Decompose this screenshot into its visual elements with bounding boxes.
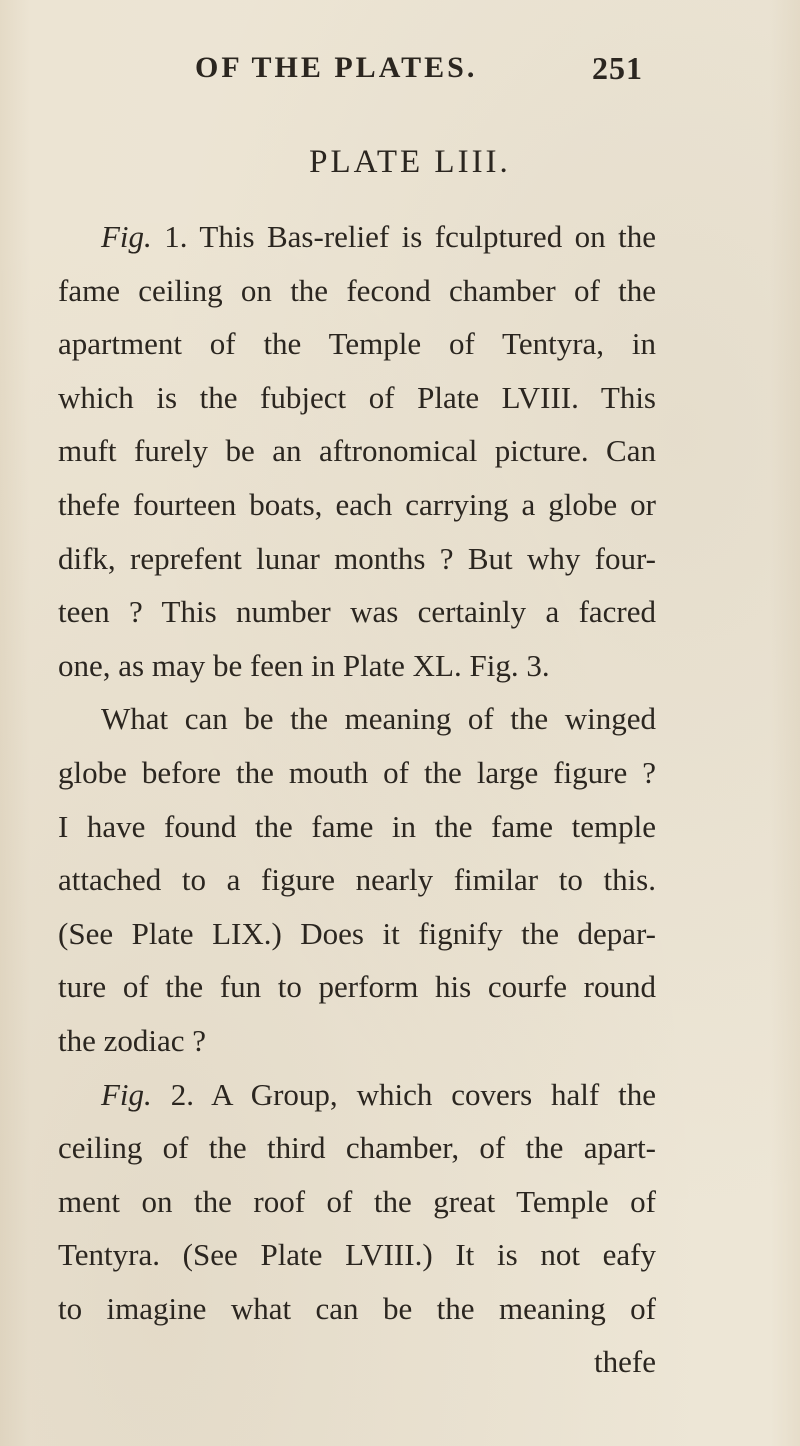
plate-title: PLATE LIII. xyxy=(309,144,511,180)
text-line: teen ? This number was certainly a facred xyxy=(58,594,656,630)
text-line: I have found the fame in the fame temple xyxy=(58,808,656,844)
text-line: difk, reprefent lunar months ? But why four- xyxy=(58,540,656,576)
text-line: to imagine what can be the meaning of xyxy=(58,1290,656,1326)
text-line: one, as may be feen in Plate XL. Fig. 3. xyxy=(58,647,550,683)
text-line: apartment of the Temple of Tentyra, in xyxy=(58,326,656,362)
text-line: Fig. 1. This Bas-relief is fculptured on the xyxy=(101,219,656,254)
text-line: fame ceiling on the fecond chamber of the xyxy=(58,272,656,308)
fig-label: Fig. xyxy=(101,219,152,254)
text-line: Tentyra. (See Plate LVIII.) It is not eafy xyxy=(58,1237,656,1273)
running-title: OF THE PLATES. xyxy=(195,51,478,84)
text-line: ceiling of the third chamber, of the apart- xyxy=(58,1130,656,1166)
text-line: ture of the fun to perform his courfe round xyxy=(58,969,656,1005)
catchword: thefe xyxy=(594,1344,656,1380)
text-line: Fig. 2. A Group, which covers half the xyxy=(101,1076,656,1112)
text-line: (See Plate LIX.) Does it fignify the depar- xyxy=(58,915,656,951)
text-line: thefe fourteen boats, each carrying a globe or xyxy=(58,486,656,522)
text-line: What can be the meaning of the winged xyxy=(101,701,656,737)
text-line: muft furely be an aftronomical picture. Can xyxy=(58,433,656,469)
text-line: attached to a figure nearly fimilar to this. xyxy=(58,862,656,898)
text-line: which is the fubject of Plate LVIII. This xyxy=(58,379,656,415)
text-line: ment on the roof of the great Temple of xyxy=(58,1183,656,1219)
running-head xyxy=(0,50,800,90)
text-line: globe before the mouth of the large figure ? xyxy=(58,754,656,790)
text-line: the zodiac ? xyxy=(58,1022,207,1058)
body-text xyxy=(58,210,656,1389)
page-number: 251 xyxy=(592,50,643,86)
fig-label: Fig. xyxy=(101,1076,152,1112)
